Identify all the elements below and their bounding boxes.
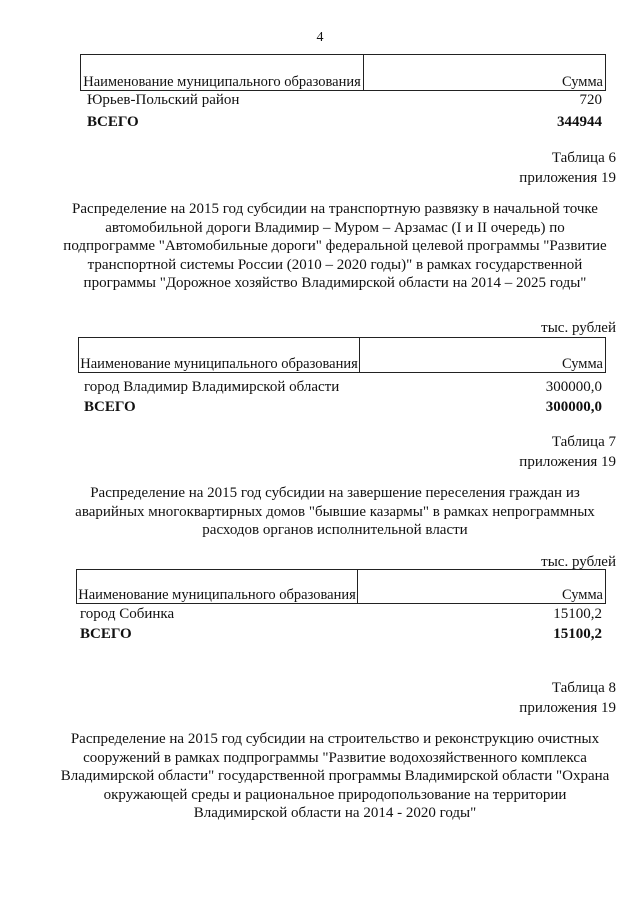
table7-header-sum: Сумма: [358, 570, 606, 604]
table7-total-label: ВСЕГО: [80, 626, 132, 642]
table6-units: тыс. рублей: [541, 320, 616, 336]
table6-row-name: город Владимир Владимирской области: [84, 379, 340, 395]
table6-label: [519, 148, 616, 188]
table6-label-line2: приложения 19: [519, 170, 616, 186]
table6-title: Распределение на 2015 год субсидии на транспортную развязку в начальной точке автомобильной дороги Владимир – Муром – Арзамас (I и II очередь) по подпрограмме "Автомобильные дороги" федеральной целевой программы "Развитие транспортной системы России (2010 – 2020 годы)" в рамках государственной программы "Дорожное хозяйство Владимирской области на 2014 – 2025 годы": [63, 201, 607, 291]
table7-total-value: 15100,2: [553, 626, 602, 642]
table8-label-line1: Таблица 8: [551, 680, 616, 696]
table7-units: тыс. рублей: [541, 554, 616, 570]
table7-title: Распределение на 2015 год субсидии на завершение переселения граждан из аварийных многоквартирных домов "бывшие казармы" в рамках непрограммных расходов органов исполнительной власти: [75, 485, 595, 538]
table7-header-name: Наименование муниципального образования: [77, 570, 358, 604]
table6-total-value: 300000,0: [545, 399, 602, 415]
table7-header: [76, 569, 606, 604]
table7-label-line1: Таблица 7: [551, 434, 616, 450]
table6-header-name: Наименование муниципального образования: [79, 338, 360, 373]
table5-header: [80, 54, 606, 91]
table6-label-line1: Таблица 6: [551, 150, 616, 166]
table5-row-name: Юрьев-Польский район: [87, 92, 240, 108]
table7-label: [519, 432, 616, 472]
table6-total-label: ВСЕГО: [84, 399, 136, 415]
table5-total-label: ВСЕГО: [87, 114, 139, 130]
table5-header-name: Наименование муниципального образования: [81, 55, 364, 91]
table7-label-line2: приложения 19: [519, 454, 616, 470]
table8-label-line2: приложения 19: [519, 700, 616, 716]
table8-label: [519, 678, 616, 718]
table5-row-value: 720: [579, 92, 602, 108]
table5-header-sum: Сумма: [364, 55, 606, 91]
table6-header: [78, 337, 606, 373]
table7-row-name: город Собинка: [80, 606, 175, 622]
page-number: 4: [316, 30, 324, 45]
table7-row-value: 15100,2: [553, 606, 602, 622]
table6-row-value: 300000,0: [545, 379, 602, 395]
table5-total-value: 344944: [557, 114, 602, 130]
table6-header-sum: Сумма: [360, 338, 606, 373]
table8-title: Распределение на 2015 год субсидии на строительство и реконструкцию очистных сооружений в рамках подпрограммы "Развитие водохозяйственного комплекса Владимирской области" государственной программы Владимирской области "Охрана окружающей среды и рациональное природопользование на территории Владимирской области на 2014 - 2020 годы": [60, 731, 610, 821]
